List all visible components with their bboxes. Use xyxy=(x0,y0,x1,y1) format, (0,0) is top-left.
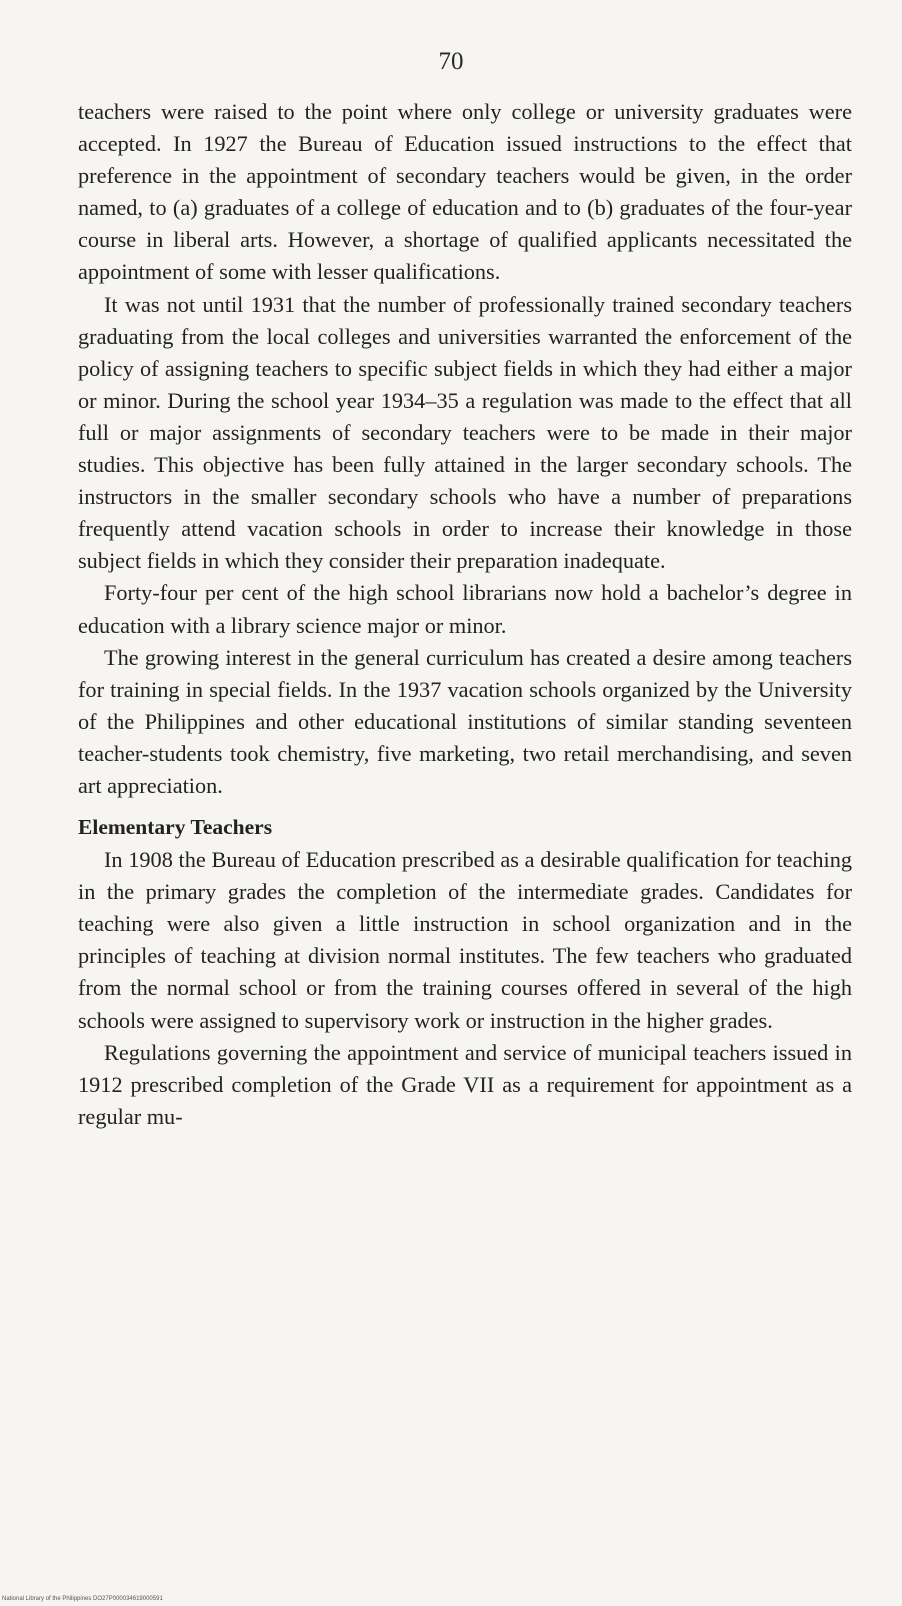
paragraph: Regulations governing the appointment and service of municipal teachers issued in 1912 prescribed completion of the Grade VII as a requirement for appointment as a regular mu- xyxy=(78,1039,852,1129)
page-number: 70 xyxy=(438,48,464,75)
paragraph: Forty-four per cent of the high school librarians now hold a bachelor’s degree in education with a library science major or minor. xyxy=(78,580,852,638)
footer-credit: National Library of the Philippines DO27P000034619000591 xyxy=(2,1596,163,1602)
section-heading: Elementary Teachers xyxy=(78,815,273,840)
paragraph: It was not until 1931 that the number of professionally trained secondary teachers graduating from the local colleges and universities warranted the enforcement of the policy of assigning teachers to specific subject fields in which they had either a major or minor. During the school year 1934–35 a regulation was made to the effect that all full or major assignments of secondary teachers were to be made in their major studies. This objective has been fully attained in the larger secondary schools. The instructors in the smaller secondary schools who have a number of preparations frequently attend vacation schools in order to increase their knowledge in those subject fields in which they consider their preparation inadequate. xyxy=(78,291,852,574)
paragraph: The growing interest in the general curriculum has created a desire among teachers for training in special fields. In the 1937 vacation schools organized by the University of the Philippines and other educational institutions of similar standing seventeen teacher-students took chemistry, five marketing, two retail merchandising, and seven art appreciation. xyxy=(78,644,852,798)
paragraph-continuation: teachers were raised to the point where only college or university graduates were accepted. In 1927 the Bureau of Education issued instructions to the effect that preference in the appointment of secondary teachers would be given, in the order named, to (a) graduates of a college of education and to (b) graduates of the four-year course in liberal arts. However, a shortage of qualified applicants necessitated the appointment of some with lesser qualifications. xyxy=(78,99,852,285)
body-text xyxy=(78,96,852,1133)
paragraph: In 1908 the Bureau of Education prescribed as a desirable qualification for teaching in the primary grades the completion of the intermediate grades. Candidates for teaching were also given a little instruction in school organization and in the principles of teaching at division normal institutes. The few teachers who graduated from the normal school or from the training courses offered in several of the high schools were assigned to supervisory work or instruction in the higher grades. xyxy=(78,847,852,1033)
